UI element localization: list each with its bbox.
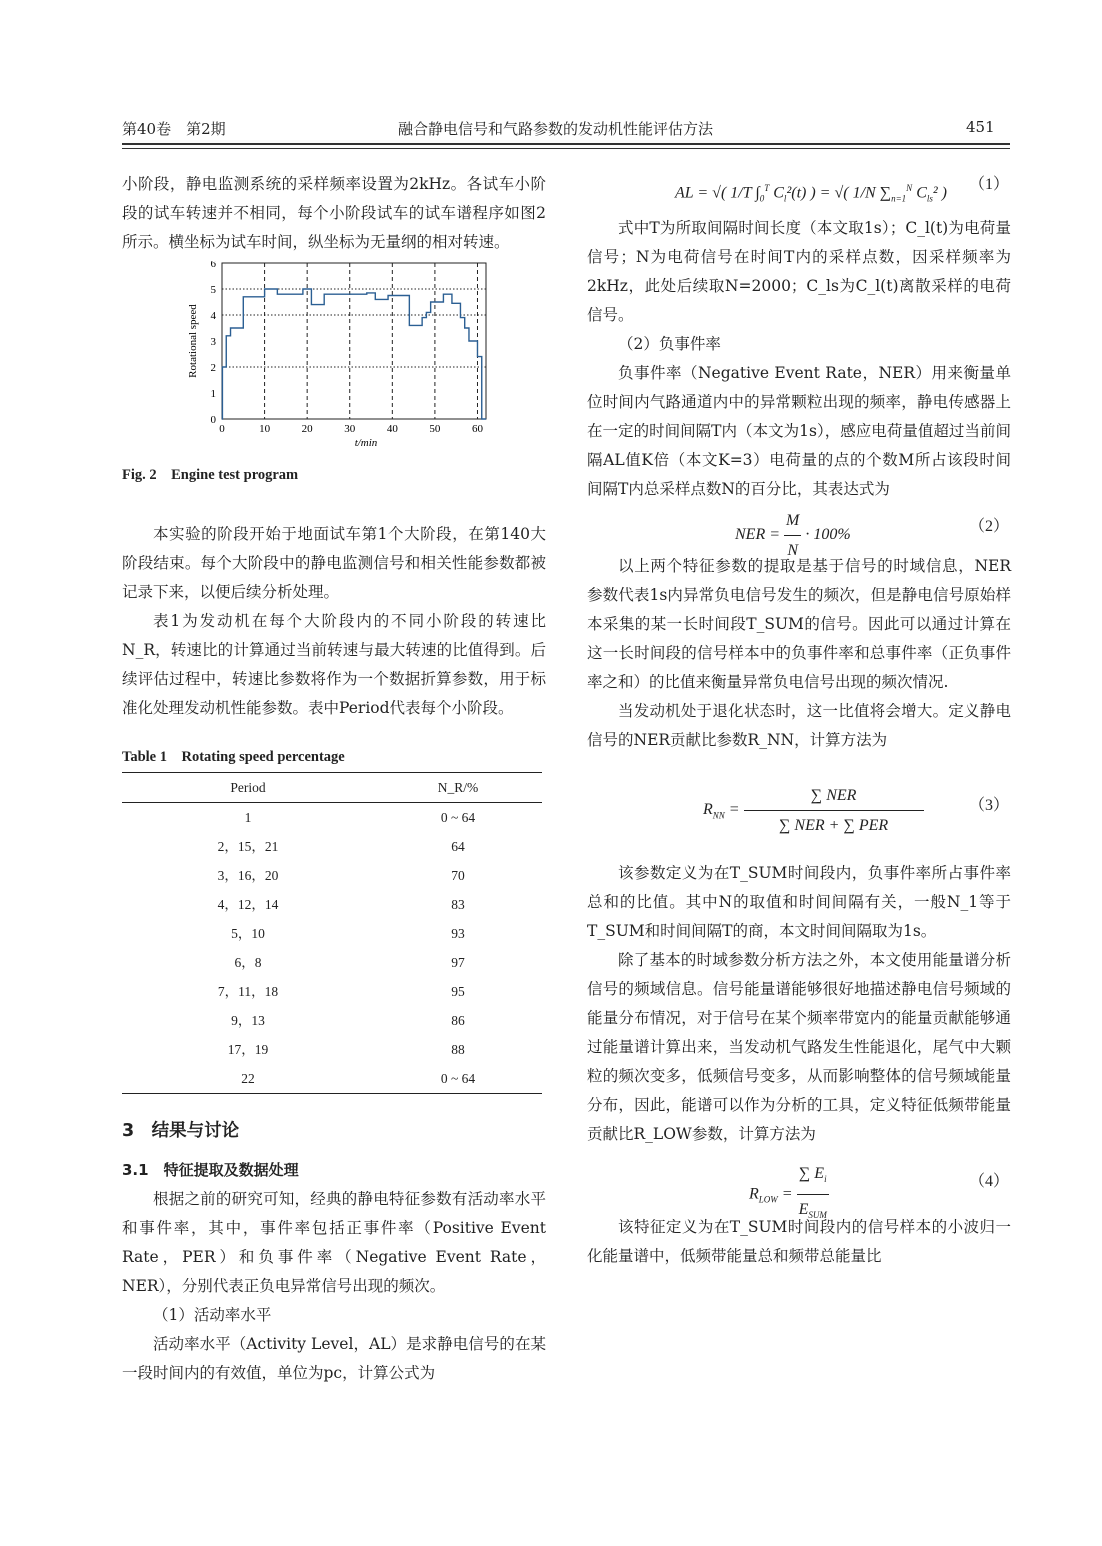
- table-cell: 86: [451, 1013, 465, 1028]
- header-rule: [122, 143, 1010, 145]
- table-cell: 88: [451, 1042, 465, 1057]
- table-cell: 3，16，20: [217, 868, 279, 883]
- paragraph: 负事件率（Negative Event Rate，NER）用来衡量单位时间内气路通道内中的异常颗粒出现的频率，静电传感器上在一定的时间间隔T内（本文为1s），感应电荷量值超过当前间隔AL值K倍（本文K=3）电荷量的点的个数M所占该段时间间隔T内总采样点数N的百分比，其表达式为: [587, 364, 1011, 498]
- table-cell: 0 ~ 64: [440, 810, 476, 825]
- paragraph: 活动率水平（Activity Level，AL）是求静电信号的在某一段时间内的有效值，单位为pc，计算公式为: [122, 1335, 546, 1382]
- table-cell: 70: [451, 868, 465, 883]
- y-tick-label: 6: [210, 261, 216, 270]
- table-row: [122, 1006, 542, 1035]
- table-cell: 4，12，14: [217, 897, 279, 912]
- x-tick-label: 50: [429, 423, 441, 435]
- paragraph: 式中T为所取间隔时间长度（本文取1s）；C_l(t)为电荷量信号；N为电荷信号在时间T内的采样点数，因采样频率为2kHz，此处后续取N=2000；C_ls为C_l(t)离散采样的电荷信号。: [587, 219, 1011, 324]
- equation-4: $R_{LOW}$ = $\frac{\sum E_i}{E_{SUM}}$ （4）: [587, 1149, 1011, 1213]
- table-cell: 64: [451, 839, 465, 854]
- paragraph: 该参数定义为在T_SUM时间段内，负事件率所占事件率总和的比值。其中N的取值和时间间隔有关，一般N_1等于T_SUM和时间间隔T的商，本文时间间隔取为1s。: [587, 864, 1011, 940]
- table-row: [122, 1035, 542, 1064]
- table-cell: 0 ~ 64: [440, 1071, 476, 1086]
- table-row: [122, 803, 542, 833]
- table-row: [122, 861, 542, 890]
- x-tick-label: 0: [219, 423, 225, 435]
- table-cell: 6，8: [234, 955, 262, 970]
- table-cell: 22: [241, 1071, 255, 1086]
- table-header: Period: [230, 780, 266, 795]
- table-cell: 93: [451, 926, 465, 941]
- table-cell: 17，19: [227, 1042, 269, 1057]
- paragraph: 该特征定义为在T_SUM时间段内的信号样本的小波归一化能量谱中，低频带能量总和频带总能量比: [587, 1218, 1011, 1265]
- equation-number: （1）: [968, 176, 1009, 193]
- table-cell: 95: [451, 984, 465, 999]
- left-column: [122, 170, 546, 1388]
- table-row: [122, 1064, 542, 1094]
- right-column: [587, 170, 1011, 1271]
- y-tick-label: 1: [210, 388, 216, 400]
- paragraph: 除了基本的时域参数分析方法之外，本文使用能量谱分析信号的频域信息。信号能量谱能够很好地描述静电信号频域的能量分布情况，对于信号在某个频率带宽内的能量贡献能够通过能量谱计算出来，当发动机气路发生性能退化，尾气中大颗粒的频次变多，低频信号变多，从而影响整体的信号频域能量分布，因此，能谱可以作为分析的工具，定义特征低频带能量贡献比R_LOW参数，计算方法为: [587, 951, 1011, 1143]
- paragraph: 表1为发动机在每个大阶段内的不同小阶段的转速比N_R，转速比的计算通过当前转速与最大转速的比值得到。后续评估过程中，转速比参数将作为一个数据折算参数，用于标准化处理发动机性能参数。表中Period代表每个小阶段。: [122, 612, 546, 717]
- table-row: [122, 832, 542, 861]
- table-cell: 9，13: [231, 1013, 265, 1028]
- article-title: 融合静电信号和气路参数的发动机性能评估方法: [398, 120, 714, 138]
- table-header: N_R/%: [437, 780, 479, 795]
- paragraph: 小阶段，静电监测系统的采样频率设置为2kHz。各试车小阶段的试车转速并不相同，每个小阶段试车的试车谱程序如图2所示。横坐标为试车时间，纵坐标为无量纲的相对转速。: [122, 175, 546, 251]
- table-cell: 1: [244, 810, 252, 825]
- table-row: [122, 948, 542, 977]
- x-tick-label: 30: [344, 423, 356, 435]
- engine-test-chart: [122, 261, 546, 461]
- table-cell: 5，10: [231, 926, 265, 941]
- paragraph: 以上两个特征参数的提取是基于信号的时域信息，NER参数代表1s内异常负电信号发生的频次，但是静电信号原始样本采集的某一长时间段T_SUM的信号。因此可以通过计算在这一长时间段的信号样本中的负事件率和总事件率（正负事件率之和）的比值来衡量异常负电信号出现的频次情况.: [587, 557, 1011, 691]
- x-axis-label: t/min: [354, 437, 378, 449]
- y-tick-label: 3: [210, 336, 216, 348]
- paragraph: （1）活动率水平: [153, 1306, 272, 1324]
- table-caption: Table 1 Rotating speed percentage: [122, 749, 345, 765]
- equation-2: NER = $\frac{M}{N}$ · 100% （2）: [587, 504, 1011, 552]
- series-line: [222, 289, 486, 419]
- header-rule-thin: [122, 148, 1010, 149]
- y-tick-label: 5: [210, 284, 216, 296]
- x-tick-label: 10: [259, 423, 271, 435]
- paragraph: 当发动机处于退化状态时，这一比值将会增大。定义静电信号的NER贡献比参数R_NN，计算方法为: [587, 702, 1011, 749]
- page-number: 451: [966, 118, 995, 136]
- equation-number: （2）: [968, 518, 1009, 535]
- y-tick-label: 2: [210, 362, 216, 374]
- y-axis-label: Rotational speed: [187, 304, 199, 378]
- speed-table: [122, 772, 542, 1094]
- journal-volume: 第40卷 第2期: [122, 120, 226, 138]
- table-cell: 7，11，18: [217, 984, 279, 999]
- paragraph: （2）负事件率: [618, 335, 721, 353]
- x-tick-label: 60: [471, 423, 483, 435]
- table-row: [122, 919, 542, 948]
- table-cell: 97: [451, 955, 465, 970]
- y-tick-label: 4: [210, 310, 216, 322]
- equation-1: AL = √( 1/T $\int_0^T$ $C_l^2(t)$ ) = √( 1/N $\sum_{n=1}^N$ $C_{ls}^2$ ) （1）: [587, 170, 1011, 214]
- section-heading: 3 结果与讨论: [122, 1121, 240, 1141]
- x-tick-label: 40: [386, 423, 398, 435]
- equation-3: $R_{NN}$ = $\frac{\text{∑ NER}}{\text{∑ NER + ∑ PER}}$ （3）: [587, 755, 1011, 859]
- equation-number: （4）: [968, 1173, 1009, 1190]
- table-cell: 83: [451, 897, 465, 912]
- table-cell: 2，15，21: [217, 839, 279, 854]
- figure-caption: Fig. 2 Engine test program: [122, 467, 299, 483]
- paragraph: 根据之前的研究可知，经典的静电特征参数有活动率水平和事件率，其中，事件率包括正事件率（Positive Event Rate，PER）和负事件率（Negative Event Rate，NER），分别代表正负电异常信号出现的频次。: [122, 1190, 546, 1295]
- equation-number: （3）: [968, 797, 1009, 814]
- plot-frame: [222, 263, 486, 419]
- y-tick-label: 0: [210, 414, 216, 426]
- x-tick-label: 20: [301, 423, 313, 435]
- table-row: [122, 977, 542, 1006]
- paragraph: 本实验的阶段开始于地面试车第1个大阶段，在第140大阶段结束。每个大阶段中的静电监测信号和相关性能参数都被记录下来，以便后续分析处理。: [122, 525, 546, 601]
- subsection-heading: 3.1 特征提取及数据处理: [122, 1161, 299, 1179]
- table-row: [122, 890, 542, 919]
